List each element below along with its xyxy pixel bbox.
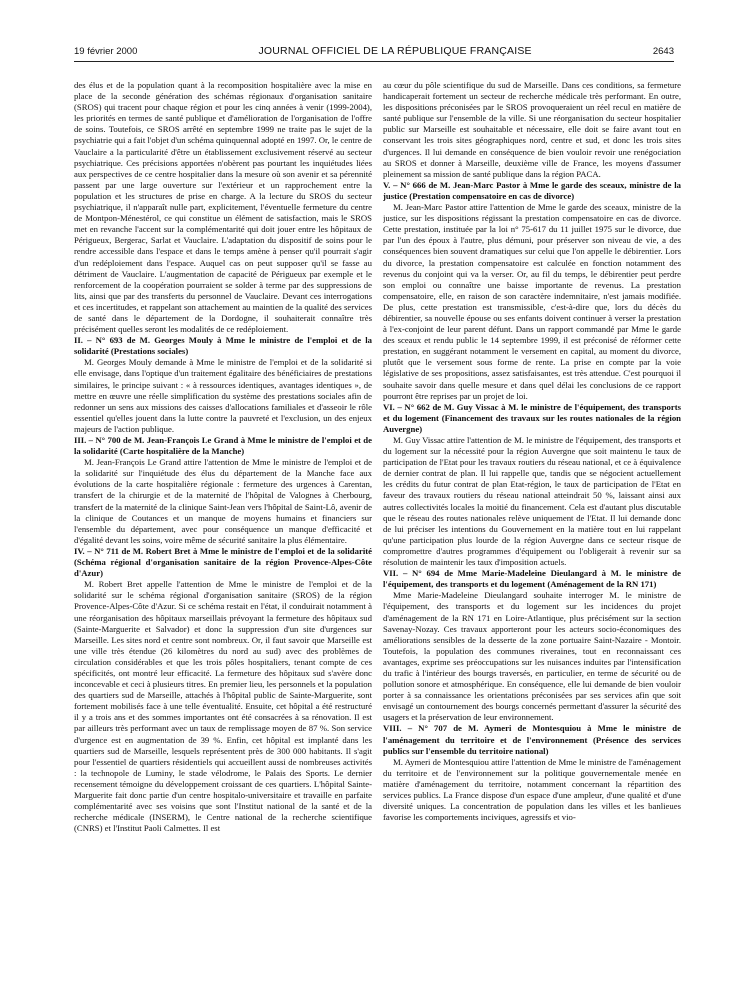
question-heading: V. – N° 666 de M. Jean-Marc Pastor à Mme le garde des sceaux, ministre de la justice (Prestation compensatoire en cas de divorce) [383,179,681,201]
header-date: 19 février 2000 [74,45,138,57]
page-number: 2643 [652,45,674,57]
question-paragraph: M. Aymeri de Montesquiou attire l'attention de Mme le ministre de l'aménagement du territoire et de l'environnement sur la politique gouvernementale menée en matière d'aménagement du territoire, notamment concernant la répartition des services publics. La France dispose d'un espace d'une ampleur, d'une qualité et d'une diversité uniques. La concentration de population dans les villes et les banlieues favorise les comportements inciviques, agressifs et vio- [383,756,681,823]
question-heading: VI. – N° 662 de M. Guy Vissac à M. le ministre de l'équipement, des transports et du logement (Financement des travaux sur les routes nationales de la région Auvergne) [383,401,681,434]
header-rule [74,61,674,62]
question-paragraph: M. Jean-François Le Grand attire l'attention de Mme le ministre de l'emploi et de la solidarité sur l'inquiétude des élus du département de la Manche face aux évolutions de la carte hospitalière régionale : fermeture des urgences à Carentan, transfert de la chirurgie et de la maternité de l'hôpital de Valognes à Cherbourg, transfert de la maternité de la clinique Saint-Jean vers l'hôpital de Saint-Lô, avenir de la clinique de Coutances et un manque de moyens humains et financiers sur l'ensemble du département, avec pour conséquence un manque d'efficacité et d'égalité devant les soins, voire même de sécurité sanitaire la plus élémentaire. [74,457,372,545]
continued-paragraph: au cœur du pôle scientifique du sud de Marseille. Dans ces conditions, sa fermeture handicaperait fortement un secteur de recherche médicale très performant. En outre, les dispositions préconisées par le SROS provoqueraient un réel recul en matière de santé publique sur l'ensemble de la ville. Si une réorganisation du secteur hospitalier public sur Marseille est souhaitable et nécessaire, elle doit se faire avant tout en conservant les trois sites géographiques nord, centre et sud, et donc les trois sites d'urgences. Il lui demande en conséquence de bien vouloir revoir une renégociation au SROS et donner à Marseille, deuxième ville de France, les moyens d'assumer pleinement sa mission de santé publique dans la région PACA. [383,80,681,179]
question-heading: II. – N° 693 de M. Georges Mouly à Mme le ministre de l'emploi et de la solidarité (Prestations sociales) [74,335,372,357]
question-heading: VIII. – N° 707 de M. Aymeri de Montesquiou à Mme le ministre de l'aménagement du territoire et de l'environnement (Présence des services publics sur l'ensemble du territoire national) [383,723,681,756]
continued-paragraph: des élus et de la population quant à la recomposition hospitalière avec la mise en place de la seconde génération des schémas régionaux d'organisation sanitaire (SROS) qui tracent pour chaque région et pour les cinq années à venir (1999-2004), les priorités en termes de santé publique et d'amélioration de l'organisation de l'offre de soins. Toutefois, ce SROS arrêté en septembre 1999 ne traite pas le sujet de la psychiatrie qui a fait l'objet d'un schéma quinquennal adopté en 1997. Or, le centre de Vauclaire a la particularité d'être un établissement exclusivement réservé au secteur psychiatrique. Ces précisions apportées n'obèrent pas pourtant les inquiétudes liées aux perspectives de ce centre hospitalier dans la mesure où son avenir et sa pérennité passent par une large ouverture sur l'extérieur et un rapprochement entre la population et les structures de prise en charge. A la lecture du SROS du secteur psychiatrique, il n'apparaît nulle part, explicitement, l'éventuelle fermeture du centre de Montpon-Ménestérol, ce qui constitue un élément de satisfaction, mais le SROS met en revanche l'accent sur la complémentarité qui doit jouer entre les hôpitaux de Périgueux, Bergerac, Sarlat et Vauclaire. L'adaptation du dispositif de soins pour le rendre accessible dans l'espace et dans le temps amène à penser qu'il pourrait s'agir d'un redéploiement dans l'espace. Auquel cas on peut supposer qu'il se fasse au détriment de Vauclaire. L'augmentation de capacité de Périgueux par exemple et le renforcement de la coopération pourraient se solder à terme par des suppressions de lits, ainsi que par des transferts du personnel de Vauclaire. Devant ces interrogations et ces incertitudes, et rappelant son attachement au maintien de la qualité des services de santé dans le département de la Dordogne, il souhaiterait connaître très précisément quelles seront les modalités de ce redéploiement. [74,80,372,335]
question-heading: VII. – N° 694 de Mme Marie-Madeleine Dieulangard à M. le ministre de l'équipement, des transports et du logement (Aménagement de la RN 171) [383,568,681,590]
page-header [74,44,674,58]
question-paragraph: M. Jean-Marc Pastor attire l'attention de Mme le garde des sceaux, ministre de la justice, sur les dispositions régissant la prestation compensatoire en cas de divorce. Cette prestation, instituée par la loi n° 75-617 du 11 juillet 1975 sur le divorce, due par l'un des époux à l'autre, plus démuni, pour préserver son niveau de vie, a des conséquences bien souvent dramatiques sur celui que l'on appelle le débirentier. Lors du divorce, la prestation compensatoire est calculée en fonction notamment des revenus du conjoint qui va la verser. Or, au fil du temps, le débirentier peut perdre son emploi ou connaître une baisse importante de revenus. La prestation compensatoire, elle, en raison de son caractère indemnitaire, n'est jamais modifiée. De plus, cette prestation est transmissible, c'est-à-dire que, lors du décès du débirentier, sa nouvelle épouse ou ses enfants doivent continuer à verser la prestation à l'ex-conjoint de leur parent défunt. Dans un rapport commandé par Mme le garde des sceaux et rendu public le 14 septembre 1999, il est préconisé de réformer cette prestation, en suggérant notamment le versement en capital, au moment du divorce, plutôt que le versement sous forme de rente. La prise en compte par la voie législative de ses propositions, assez satisfaisantes, est très attendue. C'est pourquoi il souhaite savoir dans quelle mesure et dans quel délai les conclusions de ce rapport pourront être reprises par un projet de loi. [383,202,681,401]
question-paragraph: Mme Marie-Madeleine Dieulangard souhaite interroger M. le ministre de l'équipement, des transports et du logement sur les incidences du projet d'aménagement de la RN 171 en Loire-Atlantique, plus précisément sur la section Savenay-Nozay. Ces travaux apporteront pour les acteurs socio-économiques des améliorations sensibles de la desserte de la zone portuaire Saint-Nazaire - Montoir. Toutefois, la population des communes riveraines, tout en reconnaissant ces avantages, exprime ses préoccupations sur les nuisances induites par l'intensification du trafic à l'intérieur des bourgs traversés, en particulier, en terme de sécurité ou de pollution sonore et atmosphérique. En conséquence, elle lui demande de bien vouloir porter à sa connaissance les orientations préconisées par ses services afin que soit envisagé un contournement des bourgs concernés permettant d'assurer la sécurité des usagers et la préservation de leur environnement. [383,590,681,723]
question-paragraph: M. Georges Mouly demande à Mme le ministre de l'emploi et de la solidarité si elle envisage, dans l'optique d'un traitement égalitaire des bénéficiaires de prestations similaires, le principe suivant : « à ressources identiques, avantages identiques », de mettre en œuvre une réelle simplification du système des prestations sociales afin de redonner un sens aux missions des caisses d'allocations familiales et d'asseoir le rôle essentiel qu'elles jouent dans la lutte contre la pauvreté et l'exclusion, un des enjeux majeurs de l'action publique. [74,357,372,434]
question-heading: III. – N° 700 de M. Jean-François Le Grand à Mme le ministre de l'emploi et de la solidarité (Carte hospitalière de la Manche) [74,435,372,457]
left-column [74,80,372,985]
journal-title: JOURNAL OFFICIEL DE LA RÉPUBLIQUE FRANÇAISE [258,45,532,57]
question-paragraph: M. Robert Bret appelle l'attention de Mme le ministre de l'emploi et de la solidarité sur le schéma régional d'organisation sanitaire (SROS) de la région Provence-Alpes-Côte d'Azur. Si ce schéma restait en l'état, il conduirait notamment à une réorganisation des hôpitaux marseillais prévoyant la fermeture des hôpitaux sud (Sainte-Marguerite et Salvador) et donc la suppression d'un site d'urgences sur Marseille. Les sites nord et centre sont nombreux. Or, il faut savoir que Marseille est une ville très étendue (26 kilomètres du nord au sud) avec des problèmes de circulation considérables et que les trois pôles hospitaliers, tenant compte de ces spécificités, ont montré leur efficacité. La fermeture des hôpitaux sud s'avère donc inconcevable et ceci à plusieurs titres. En premier lieu, les personnels et la population des quartiers sud de Marseille, attachés à l'hôpital public de Sainte-Marguerite, sont fortement mobilisés face à une telle éventualité. Ensuite, cet hôpital a été restructuré il y a trois ans et des sommes importantes ont été consacrées à sa rénovation. Il est par ailleurs très performant avec un taux de remplissage moyen de 87 %. Son service d'urgence est en augmentation de 39 %. Enfin, cet hôpital est implanté dans les quartiers sud de Marseille, lesquels représentent près de 300 000 habitants. Il s'agit pour l'essentiel de quartiers résidentiels qui accueillent aussi de nombreuses activités : la technopole de Luminy, le stade vélodrome, le Palais des Sports. Le dernier recensement témoigne du développement croissant de ces quartiers. L'hôpital Sainte-Marguerite fait donc partie d'un centre hospitalo-universitaire et travaille en parfaite complémentarité avec ses voisins que sont l'Institut national de la santé et de la recherche médicale (INSERM), le Centre national de la recherche scientifique (CNRS) et l'Institut Paoli Calmettes. Il est [74,579,372,834]
right-column [383,80,681,985]
question-paragraph: M. Guy Vissac attire l'attention de M. le ministre de l'équipement, des transports et du logement sur la nécessité pour la région Auvergne que soit maintenu le taux de participation de l'Etat pour les travaux routiers du réseau national, et ce à équivalence de dernier contrat de plan. Il lui rappelle que, tandis que se négocient actuellement les crédits du futur contrat de plan Etat-région, le taux de participation de l'Etat en faveur des travaux routiers du réseau national atteindrait 50 %, laissant ainsi aux autres collectivités locales la moitié du financement. Cela est d'autant plus discutable que le réseau des routes nationales relève uniquement de l'Etat. Il lui demande donc de lui préciser les intentions du Gouvernement en la matière tout en lui rappelant qu'une participation plus lourde de la région Auvergne dans ce secteur risque de compromettre d'autres programmes d'équipement ou l'obligerait à revenir sur sa résolution de maintenir les taux d'imposition actuels. [383,435,681,568]
question-heading: IV. – N° 711 de M. Robert Bret à Mme le ministre de l'emploi et de la solidarité (Schéma régional d'organisation sanitaire de la région Provence-Alpes-Côte d'Azur) [74,545,372,579]
